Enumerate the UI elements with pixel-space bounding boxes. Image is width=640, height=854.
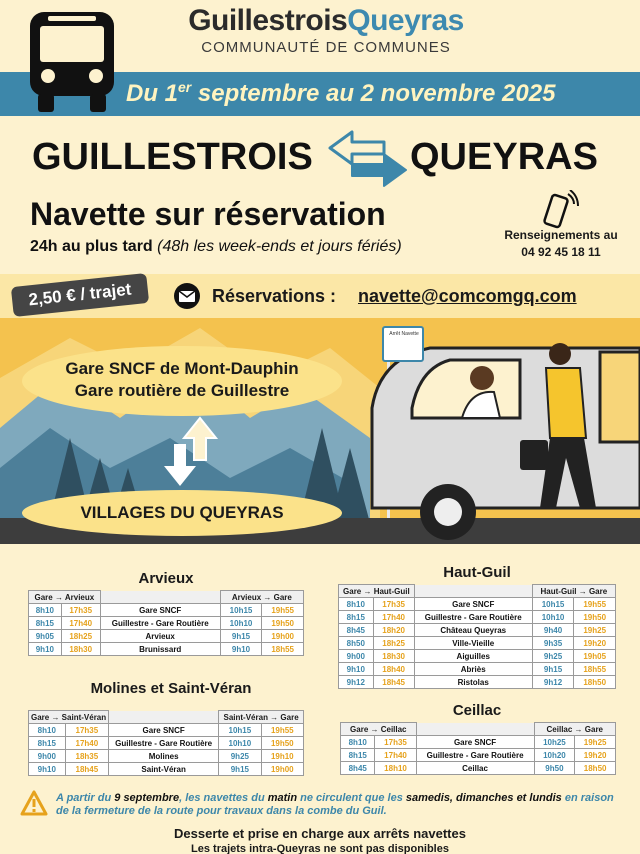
route-from: GUILLESTROIS bbox=[32, 136, 313, 178]
table-row: 9h00 18h35 Molines 9h25 19h10 bbox=[29, 750, 304, 763]
table-row: 8h45 18h10 Ceillac 9h50 18h50 bbox=[341, 762, 616, 775]
table-row: 9h05 18h25 Arvieux 9h15 19h00 bbox=[29, 630, 304, 643]
notice-text: A partir du 9 septembre, les navettes du matin ne circulent que les samedis, dimanches et lundis en raison de la fermeture de la route pour travaux dans la combe du Guil. bbox=[56, 792, 614, 817]
origin-station-2: Gare routière de Guillestre bbox=[74, 381, 290, 400]
info-phone[interactable]: 04 92 45 18 11 bbox=[521, 245, 601, 259]
mail-icon bbox=[172, 283, 202, 309]
stop-sign bbox=[382, 326, 424, 362]
table-row: 9h00 18h30 Aiguilles 9h25 19h05 bbox=[339, 650, 616, 663]
deadline-main: 24h au plus tard bbox=[30, 238, 153, 255]
table-row: 8h15 17h40 Guillestre - Gare Routière 10h10 19h50 bbox=[339, 611, 616, 624]
date-prefix: Du 1 bbox=[126, 80, 179, 107]
origin-station-1: Gare SNCF de Mont-Dauphin bbox=[65, 359, 299, 378]
date-rest: septembre au 2 novembre 2025 bbox=[191, 80, 556, 107]
info-label: Renseignements au bbox=[504, 228, 618, 242]
table-row: 8h10 17h35 Gare SNCF 10h25 19h25 bbox=[341, 736, 616, 749]
table-row: 9h12 18h45 Ristolas 9h12 18h50 bbox=[339, 676, 616, 689]
logo-queyras: Queyras bbox=[347, 4, 464, 37]
swap-arrows-icon bbox=[326, 130, 410, 188]
deadline-weekend: (48h les week-ends et jours fériés) bbox=[157, 238, 402, 255]
table-row: 8h15 17h40 Guillestre - Gare Routière 10h10 19h50 bbox=[29, 737, 304, 750]
molines-timetable bbox=[28, 710, 304, 776]
table-row: 8h15 17h40 Guillestre - Gare Routière 10h20 19h20 bbox=[341, 749, 616, 762]
up-down-arrows-icon bbox=[160, 416, 220, 488]
return-header: Arvieux → Gare bbox=[220, 591, 303, 604]
arvieux-title: Arvieux bbox=[138, 570, 194, 587]
ceillac-title: Ceillac bbox=[452, 702, 502, 719]
deadline bbox=[30, 238, 402, 256]
table-header bbox=[29, 591, 304, 604]
table-header bbox=[341, 723, 616, 736]
footer-line-2: Les trajets intra-Queyras ne sont pas disponibles bbox=[191, 843, 449, 854]
reservation-email-link[interactable]: navette@comcomgq.com bbox=[358, 286, 577, 306]
outbound-header: Gare → Arvieux bbox=[29, 591, 101, 604]
table-row: 8h15 17h40 Guillestre - Gare Routière 10h10 19h50 bbox=[29, 617, 304, 630]
return-header: Saint-Véran → Gare bbox=[219, 711, 304, 724]
table-row: 9h10 18h30 Brunissard 9h10 18h55 bbox=[29, 643, 304, 656]
origin-stations-pill bbox=[22, 346, 342, 416]
logo-guillestrois: Guillestrois bbox=[188, 4, 348, 37]
molines-title: Molines et Saint-Véran bbox=[90, 680, 252, 697]
table-row: 9h10 18h45 Saint-Véran 9h15 19h00 bbox=[29, 763, 304, 776]
ceillac-timetable bbox=[340, 722, 616, 775]
haut-guil-timetable bbox=[338, 584, 616, 689]
outbound-header: Gare → Ceillac bbox=[341, 723, 417, 736]
arvieux-timetable bbox=[28, 590, 304, 656]
table-row: 9h10 18h40 Abriès 9h15 18h55 bbox=[339, 663, 616, 676]
table-row: 8h45 18h20 Château Queyras 9h40 19h25 bbox=[339, 624, 616, 637]
table-header bbox=[339, 585, 616, 598]
reservation-label: Réservations : bbox=[212, 286, 337, 306]
bus-icon bbox=[26, 10, 118, 114]
stop-sign-label: Arrêt Navette bbox=[389, 331, 419, 337]
footer-line-1: Desserte et prise en charge aux arrêts navettes bbox=[174, 826, 466, 841]
route-to: QUEYRAS bbox=[410, 136, 598, 178]
return-header: Ceillac → Gare bbox=[534, 723, 615, 736]
villages-pill: VILLAGES DU QUEYRAS bbox=[22, 490, 342, 536]
price-badge: 2,50 € / trajet bbox=[11, 273, 149, 317]
phone-icon bbox=[540, 190, 580, 230]
logo bbox=[176, 4, 476, 56]
outbound-header: Gare → Haut-Guil bbox=[339, 585, 415, 598]
logo-title bbox=[176, 4, 476, 38]
outbound-header: Gare → Saint-Véran bbox=[29, 711, 109, 724]
table-row: 8h10 17h35 Gare SNCF 10h15 19h55 bbox=[29, 724, 304, 737]
service-title: Navette sur réservation bbox=[30, 196, 386, 232]
logo-subtitle: COMMUNAUTÉ DE COMMUNES bbox=[201, 39, 451, 56]
table-row: 8h10 17h35 Gare SNCF 10h15 19h55 bbox=[29, 604, 304, 617]
haut-guil-title: Haut-Guil bbox=[443, 564, 511, 581]
warning-icon bbox=[20, 790, 48, 816]
table-header bbox=[29, 711, 304, 724]
date-sup: er bbox=[178, 79, 192, 95]
table-row: 8h10 17h35 Gare SNCF 10h15 19h55 bbox=[339, 598, 616, 611]
table-row: 8h50 18h25 Ville-Vieille 9h35 19h20 bbox=[339, 637, 616, 650]
return-header: Haut-Guil → Gare bbox=[532, 585, 615, 598]
date-range bbox=[126, 79, 555, 108]
